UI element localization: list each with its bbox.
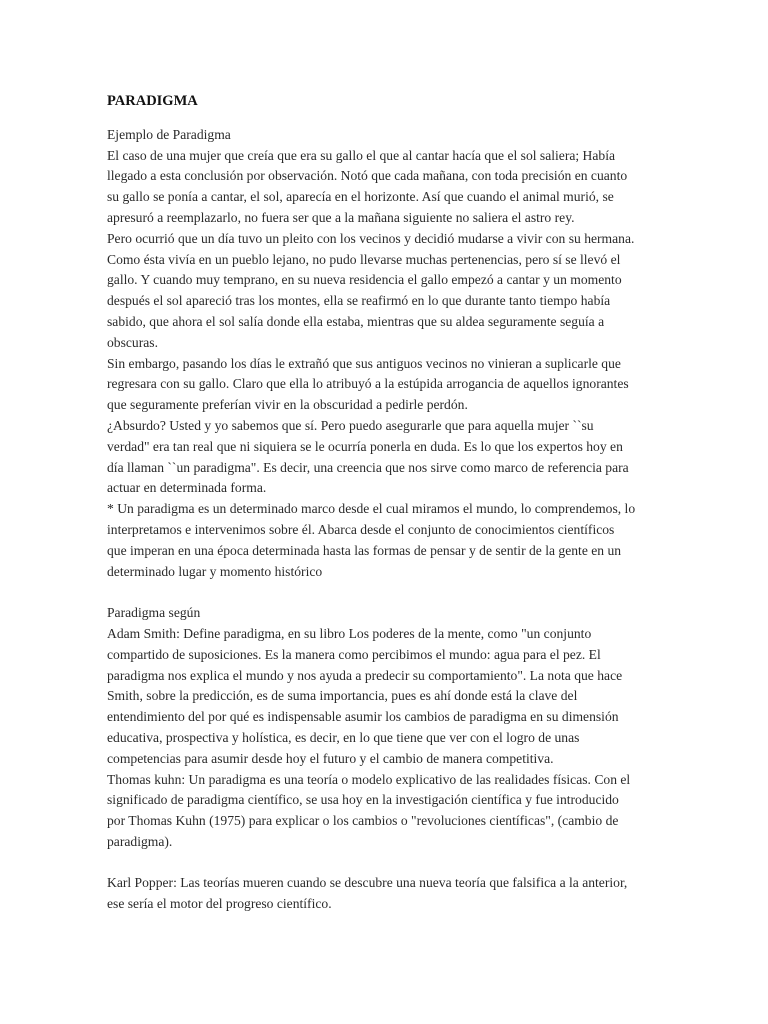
document-title: PARADIGMA xyxy=(107,93,198,109)
paragraph: Karl Popper: Las teorías mueren cuando se descubre una nueva teoría que falsifica a la anterior, ese sería el motor del progreso científico. xyxy=(107,875,628,912)
section-ejemplo xyxy=(107,125,637,583)
section-popper xyxy=(107,873,637,915)
paragraph: ¿Absurdo? Usted y yo sabemos que sí. Pero puedo asegurarle que para aquella mujer ``su verdad" era tan real que ni siquiera se le ocurría ponerla en duda. Es lo que los expertos hoy en día llaman ``un paradigma". Es decir, una creencia que nos sirve como marco de referencia para actuar en determinada forma. xyxy=(107,417,629,496)
section-heading: Paradigma según xyxy=(107,605,201,621)
paragraph: El caso de una mujer que creía que era su gallo el que al cantar hacía que el sol saliera; Había llegado a esta conclusión por observación. Notó que cada mañana, con toda precisión en cuanto su gallo se ponía a cantar, el sol, aparecía en el horizonte. Así que cuando el animal murió, se apresuró a reemplazarlo, no fuera ser que a la mañana siguiente no saliera el astro rey. xyxy=(107,147,628,225)
paragraph: Adam Smith: Define paradigma, en su libro Los poderes de la mente, como "un conjunto compartido de suposiciones. Es la manera como percibimos el mundo: agua para el pez. El paradigma nos explica el mundo y nos ayuda a predecir su comportamiento". La nota que hace Smith, sobre la predicción, es de suma importancia, pues es ahí donde está la clave del entendimiento del por qué es indispensable asumir los cambios de paradigma en su dimensión educativa, prospectiva y holística, es decir, en lo que tiene que ver con el logro de unas competencias para asumir desde hoy el futuro y el cambio de manera competitiva. xyxy=(107,625,623,766)
document-page xyxy=(107,91,637,915)
section-heading: Ejemplo de Paradigma xyxy=(107,126,231,142)
section-paradigma-segun xyxy=(107,603,637,853)
paragraph: Sin embargo, pasando los días le extrañó que sus antiguos vecinos no vinieran a suplicarle que regresara con su gallo. Claro que ella lo atribuyó a la estúpida arrogancia de aquellos ignorantes que seguramente preferían vivir en la obscuridad a pedirle perdón. xyxy=(107,355,629,413)
paragraph: * Un paradigma es un determinado marco desde el cual miramos el mundo, lo comprendemos, lo interpretamos e intervenimos sobre él. Abarca desde el conjunto de conocimientos científicos que imperan en una época determinada hasta las formas de pensar y de sentir de la gente en un determinado lugar y momento histórico xyxy=(107,501,636,579)
paragraph: Thomas kuhn: Un paradigma es una teoría o modelo explicativo de las realidades físicas. Con el significado de paradigma científico, se usa hoy en la investigación científica y fue introducido por Thomas Kuhn (1975) para explicar o los cambios o "revoluciones científicas", (cambio de paradigma). xyxy=(107,771,631,849)
blank-line xyxy=(107,582,637,603)
blank-line xyxy=(107,853,637,874)
paragraph: Pero ocurrió que un día tuvo un pleito con los vecinos y decidió mudarse a vivir con su hermana. Como ésta vivía en un pueblo lejano, no pudo llevarse muchas pertenencias, pero sí se llevó el gallo. Y cuando muy temprano, en su nueva residencia el gallo empezó a cantar y un momento después el sol apareció tras los montes, ella se reafirmó en lo que durante tanto tiempo había sabido, que ahora el sol salía donde ella estaba, mientras que su aldea seguramente seguía a obscuras. xyxy=(107,230,635,350)
